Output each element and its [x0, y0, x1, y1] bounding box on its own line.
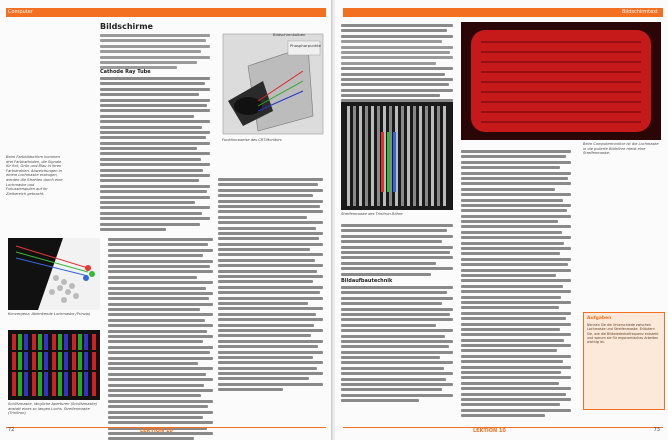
- caption-left: Beim Farbbildschirm kommen drei Farbkathoden, die Signale für Rot, Grün und Blau in ihren Farbstrahlen. Abweichungen in einem Lochmaske erzeugen, werden die Strahlen durch eine Lochmaske und Fokussierspulen auf ihr Zielbereich gebracht.: [6, 155, 63, 196]
- task-infobox: [583, 312, 665, 410]
- subheading-bildaufbau: Bildaufbautechnik: [341, 278, 393, 284]
- subheading-crt: Cathode Ray Tube: [100, 69, 151, 75]
- section-tag-left: Computer: [8, 9, 33, 15]
- caption-right: Beim Computermonitor ist die Lochmaske in die polierte Bildröhre meist eine Streifenmaske.: [583, 142, 659, 156]
- text-column-1: [100, 77, 210, 233]
- text-column-5: [341, 224, 453, 278]
- right-page: [335, 0, 668, 440]
- figure-label-kolben: Bildschirmkolben: [273, 32, 306, 37]
- lesson-label-right: LEKTION 10: [473, 428, 506, 434]
- text-column-6: [341, 286, 453, 405]
- lesson-label-left: LEKTION 10: [140, 428, 173, 434]
- trinitron-photo: [341, 102, 453, 210]
- figure-caption-trinitron: Streifenmaske des Trinitron-Röhre: [341, 212, 403, 216]
- infobox-text: Nennen Sie die Unterschiede zwischen Lochmaske und Streifenmaske. Erläutern Sie, wie die Bildwiederholfrequenz entsteht und warum sie für ergonomisches Arbeiten wichtig ist.: [587, 323, 659, 345]
- page-number-right: 73: [653, 427, 660, 433]
- text-column-3: [108, 238, 213, 440]
- text-column-7: [461, 150, 571, 420]
- page-number-left: 72: [8, 427, 15, 433]
- caption-mask-principle: Konvergenz: Ablenkende Lochmaske (Prinzip): [8, 312, 91, 316]
- text-column-4: [341, 24, 453, 110]
- section-tag-right: Bildschirmtext: [621, 9, 658, 15]
- stripe-mask-photo: [8, 330, 100, 400]
- figure-label-phosphor: Phosphorpunkte: [290, 43, 321, 48]
- screen-closeup-photo: [461, 22, 661, 140]
- text-column-2: [218, 178, 323, 394]
- intro-text: [100, 34, 210, 72]
- left-page: [0, 0, 333, 440]
- header-bar-left: [6, 8, 326, 17]
- infobox-title: Aufgaben: [587, 316, 612, 321]
- figure-caption-crt: Funktionsweise des CRT-Monitors: [222, 138, 282, 142]
- shadow-mask-diagram: [8, 238, 100, 310]
- page-heading: Bildschirme: [100, 22, 153, 31]
- caption-stripe-mask: Schlitzmaske, längliche Aperturen (Schlitzmaske) anstatt eines so langen Lochs. Streifenmaske (Trinitron): [8, 402, 98, 416]
- header-bar-right: [343, 8, 663, 17]
- crt-figure: [218, 26, 328, 166]
